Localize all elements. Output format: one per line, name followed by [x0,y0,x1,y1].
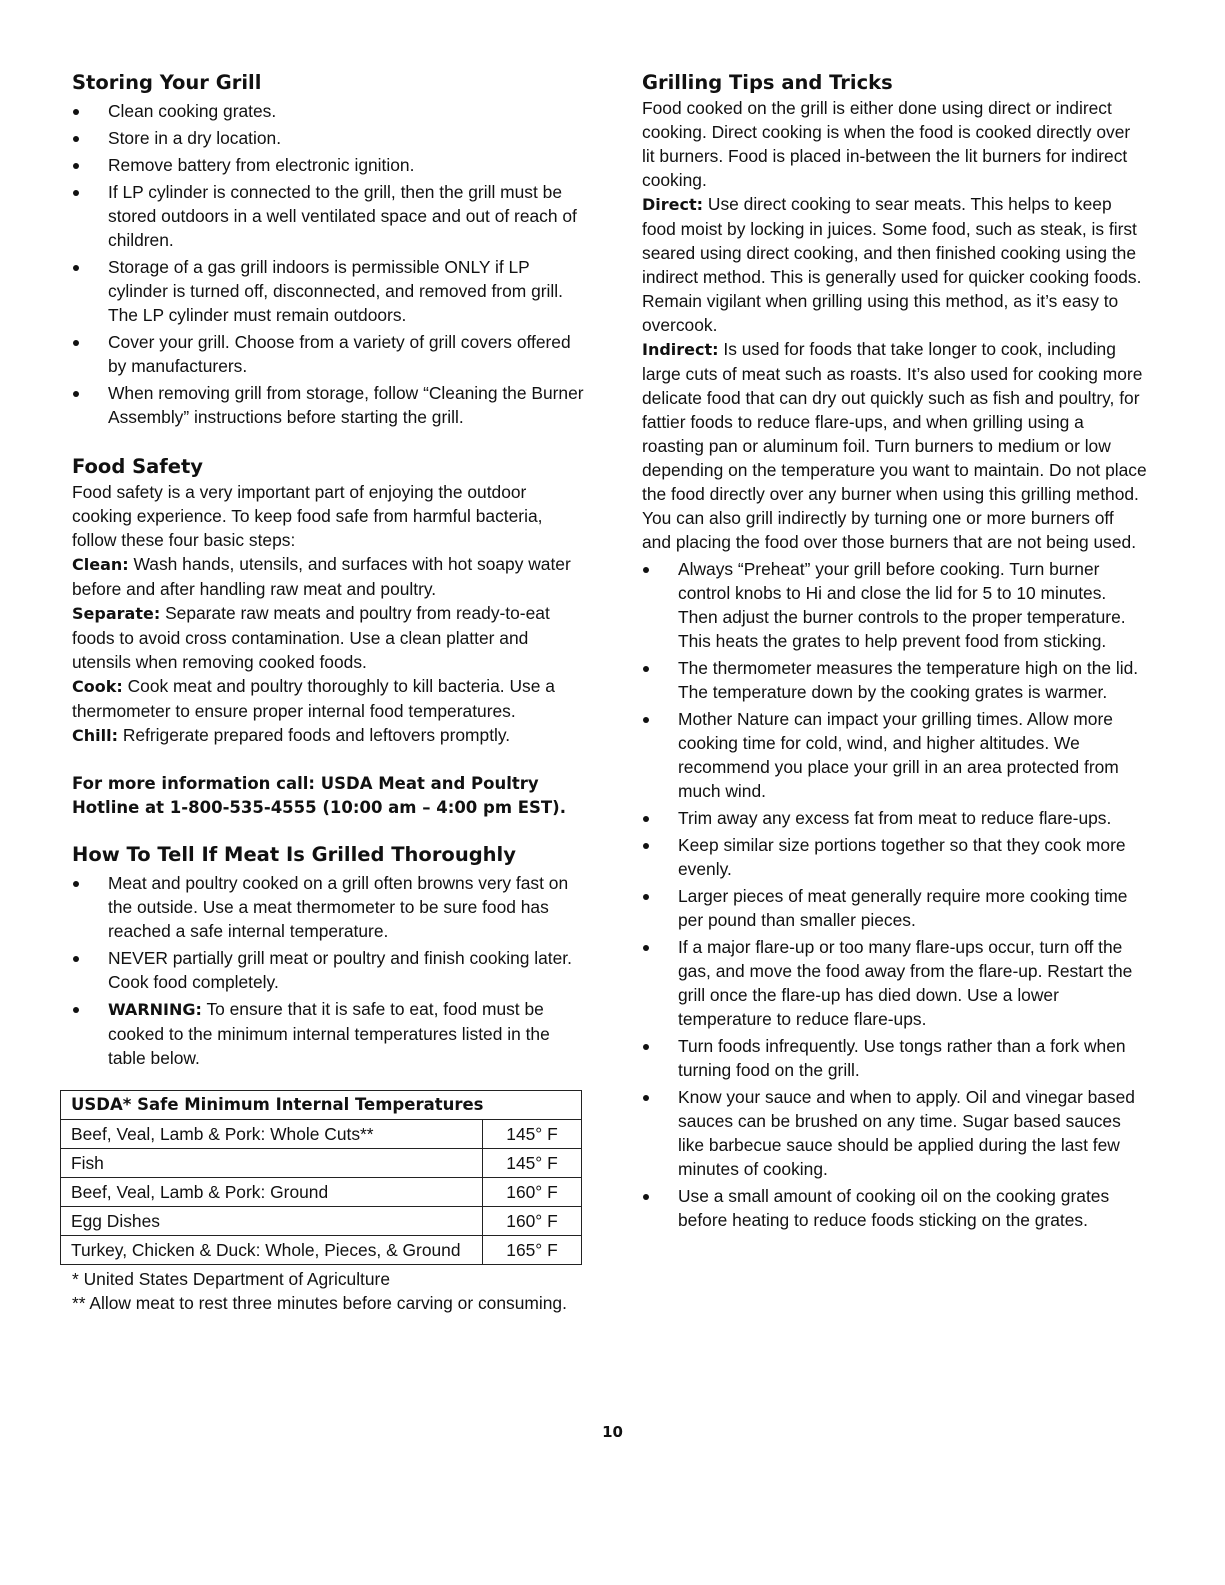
warning-label: WARNING: [108,1000,202,1019]
temperature-table [60,1090,582,1265]
list-item: Always “Preheat” your grill before cooking. Turn burner control knobs to Hi and close the lid for 5 to 10 minutes. Then adjust the burner controls to the proper temperature. This heats the grates to help prevent food from sticking. [642,557,1147,653]
direct-paragraph: Direct: Use direct cooking to sear meats. This helps to keep food moist by locking in juices. Some food, such as steak, is first seared using direct cooking, and then finished cooking using the indirect method. This is generally used for quicker cooking foods. Remain vigilant when grilling using this method, as it’s easy to overcook. [642,194,1142,335]
step-cook: Cook: Cook meat and poultry thoroughly to kill bacteria. Use a thermometer to ensure proper internal food temperatures. [72,676,555,721]
bullet-icon [643,816,649,822]
table-row [61,1149,582,1178]
tips-list [642,557,1147,1232]
list-item: When removing grill from storage, follow “Cleaning the Burner Assembly” instructions before starting the grill. [72,381,584,429]
bullet-icon [643,1194,649,1200]
list-item: Cover your grill. Choose from a variety of grill covers offered by manufacturers. [72,330,584,378]
list-item: Clean cooking grates. [72,99,584,123]
step-separate: Separate: Separate raw meats and poultry from ready-to-eat foods to avoid cross contamination. Use a clean platter and utensils when removing cooked foods. [72,603,550,672]
food-cell: Beef, Veal, Lamb & Pork: Ground [61,1178,483,1207]
list-item: Turn foods infrequently. Use tongs rather than a fork when turning food on the grill. [642,1034,1147,1082]
table-header: USDA* Safe Minimum Internal Temperatures [61,1091,582,1120]
list-item: WARNING: To ensure that it is safe to eat, food must be cooked to the minimum internal temperatures listed in the table below. [72,997,584,1070]
food-safety-intro: Food safety is a very important part of enjoying the outdoor cooking experience. To keep food safe from harmful bacteria, follow these four basic steps: [72,482,543,550]
footnote-rest: ** Allow meat to rest three minutes before carving or consuming. [72,1293,567,1313]
bullet-icon [643,567,649,573]
food-cell: Fish [61,1149,483,1178]
bullet-icon [73,881,79,887]
bullet-icon [73,340,79,346]
list-item: Store in a dry location. [72,126,584,150]
temp-cell: 160° F [483,1207,582,1236]
temp-cell: 165° F [483,1236,582,1265]
list-item: Mother Nature can impact your grilling times. Allow more cooking time for cold, wind, and higher altitudes. We recommend you place your grill in an area protected from much wind. [642,707,1147,803]
list-item: Storage of a gas grill indoors is permissible ONLY if LP cylinder is turned off, disconnected, and removed from grill. The LP cylinder must remain outdoors. [72,255,584,327]
list-item: If LP cylinder is connected to the grill, then the grill must be stored outdoors in a well ventilated space and out of reach of children. [72,180,584,252]
bullet-icon [73,136,79,142]
bullet-icon [643,1044,649,1050]
list-item: Larger pieces of meat generally require more cooking time per pound than smaller pieces. [642,884,1147,932]
food-cell: Turkey, Chicken & Duck: Whole, Pieces, & Ground [61,1236,483,1265]
bullet-icon [73,391,79,397]
right-column [642,70,1147,1235]
bullet-icon [73,190,79,196]
table-row [61,1236,582,1265]
storing-list [72,99,584,429]
list-item: The thermometer measures the temperature high on the lid. The temperature down by the cooking grates is warmer. [642,656,1147,704]
bullet-icon [73,265,79,271]
temp-cell: 160° F [483,1178,582,1207]
hotline-notice: For more information call: USDA Meat and Poultry Hotline at 1-800-535-4555 (10:00 am – 4:00 pm EST). [72,774,566,817]
meat-heading: How To Tell If Meat Is Grilled Thoroughly [72,843,516,866]
bullet-icon [73,109,79,115]
tips-heading: Grilling Tips and Tricks [642,71,893,94]
meat-list [72,871,584,1070]
table-footnotes [72,1267,584,1315]
bullet-icon [73,1007,79,1013]
list-item: Trim away any excess fat from meat to reduce flare-ups. [642,806,1147,830]
bullet-icon [643,717,649,723]
bullet-icon [643,843,649,849]
left-column [72,70,584,1315]
table-row [61,1207,582,1236]
storing-heading: Storing Your Grill [72,71,262,94]
bullet-icon [643,894,649,900]
list-item: Meat and poultry cooked on a grill often browns very fast on the outside. Use a meat thermometer to be sure food has reached a safe internal temperature. [72,871,584,943]
step-chill: Chill: Refrigerate prepared foods and leftovers promptly. [72,725,511,745]
footnote-usda: * United States Department of Agriculture [72,1269,391,1289]
list-item: NEVER partially grill meat or poultry and finish cooking later. Cook food completely. [72,946,584,994]
tips-intro: Food cooked on the grill is either done using direct or indirect cooking. Direct cooking is when the food is cooked directly over lit burners. Food is placed in-between the lit burners for indirect cooking. [642,98,1131,190]
step-clean: Clean: Wash hands, utensils, and surfaces with hot soapy water before and after handling raw meat and poultry. [72,554,571,599]
food-cell: Egg Dishes [61,1207,483,1236]
indirect-paragraph: Indirect: Is used for foods that take longer to cook, including large cuts of meat such as roasts. It’s also used for cooking more delicate food that can dry out quickly such as fish and poultry, for fattier foods to reduce flare-ups, and when grilling using a roasting pan or aluminum foil. Turn burners to medium or low depending on the temperature you want to maintain. Do not place the food directly over any burner when using this grilling method. You can also grill indirectly by turning one or more burners off and placing the food over those burners that are not being used. [642,339,1147,552]
list-item: Keep similar size portions together so that they cook more evenly. [642,833,1147,881]
table-row [61,1120,582,1149]
temp-cell: 145° F [483,1149,582,1178]
bullet-icon [643,666,649,672]
list-item: Use a small amount of cooking oil on the cooking grates before heating to reduce foods sticking on the grates. [642,1184,1147,1232]
list-item: Remove battery from electronic ignition. [72,153,584,177]
bullet-icon [643,1095,649,1101]
bullet-icon [73,956,79,962]
food-safety-heading: Food Safety [72,455,204,478]
page-number: 10 [602,1423,623,1441]
list-item: If a major flare-up or too many flare-ups occur, turn off the gas, and move the food away from the flare-up. Restart the grill once the flare-up has died down. Use a lower temperature to reduce flare-ups. [642,935,1147,1031]
table-row [61,1178,582,1207]
table-header-row [61,1091,582,1120]
bullet-icon [73,163,79,169]
food-cell: Beef, Veal, Lamb & Pork: Whole Cuts** [61,1120,483,1149]
bullet-icon [643,945,649,951]
temp-cell: 145° F [483,1120,582,1149]
list-item: Know your sauce and when to apply. Oil and vinegar based sauces can be brushed on any time. Sugar based sauces like barbecue sauce should be applied during the last few minutes of cooking. [642,1085,1147,1181]
